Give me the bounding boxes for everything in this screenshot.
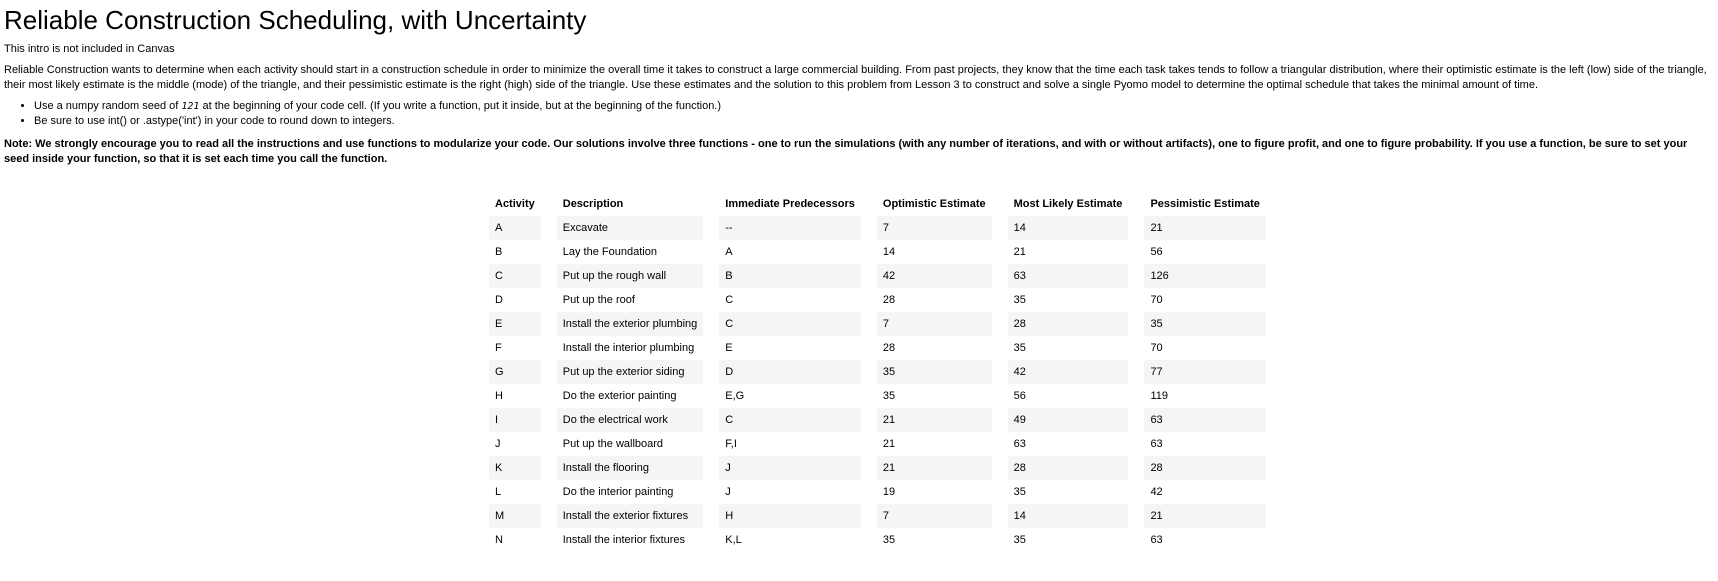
table-row bbox=[489, 240, 1266, 264]
column-gap bbox=[541, 528, 557, 552]
instruction-list bbox=[4, 99, 1718, 129]
column-gap bbox=[861, 480, 877, 504]
cell-most-likely: 35 bbox=[1013, 342, 1026, 354]
cell-predecessors: B bbox=[719, 264, 861, 288]
cell-activity: L bbox=[495, 486, 502, 498]
cell-pessimistic: 63 bbox=[1150, 534, 1163, 546]
cell-activity: I bbox=[489, 408, 541, 432]
column-gap bbox=[861, 216, 877, 240]
cell-activity: A bbox=[489, 216, 541, 240]
column-gap bbox=[703, 264, 719, 288]
cell-description: Excavate bbox=[557, 216, 704, 240]
cell-pessimistic: 63 bbox=[1150, 438, 1163, 450]
cell-description: Do the electrical work bbox=[557, 408, 704, 432]
column-gap bbox=[861, 384, 877, 408]
cell-pessimistic: 77 bbox=[1144, 360, 1265, 384]
cell-predecessors: F,I bbox=[725, 438, 737, 450]
column-gap bbox=[992, 528, 1008, 552]
column-gap bbox=[861, 504, 877, 528]
table-row bbox=[489, 432, 1266, 456]
column-gap bbox=[992, 432, 1008, 456]
column-gap bbox=[992, 480, 1008, 504]
cell-description: Put up the wallboard bbox=[562, 438, 664, 450]
column-gap bbox=[992, 384, 1008, 408]
cell-activity: K bbox=[489, 456, 541, 480]
column-gap bbox=[541, 312, 557, 336]
header-description: Description bbox=[562, 198, 624, 210]
column-gap bbox=[992, 456, 1008, 480]
column-gap bbox=[541, 408, 557, 432]
column-gap bbox=[861, 240, 877, 264]
column-gap bbox=[1128, 456, 1144, 480]
column-gap bbox=[992, 192, 1008, 216]
table-row bbox=[489, 288, 1266, 312]
column-gap bbox=[1128, 360, 1144, 384]
cell-predecessors: C bbox=[719, 312, 861, 336]
cell-description: Lay the Foundation bbox=[562, 246, 657, 258]
cell-optimistic: 7 bbox=[877, 504, 992, 528]
cell-activity: D bbox=[495, 294, 503, 306]
cell-activity: H bbox=[495, 390, 503, 402]
cell-activity: F bbox=[495, 342, 502, 354]
cell-most-likely: 63 bbox=[1008, 264, 1129, 288]
cell-most-likely: 35 bbox=[1013, 294, 1026, 306]
header-optimistic: Optimistic Estimate bbox=[882, 198, 986, 210]
cell-activity: N bbox=[495, 534, 503, 546]
cell-optimistic: 35 bbox=[877, 360, 992, 384]
cell-optimistic: 28 bbox=[882, 342, 896, 354]
column-gap bbox=[703, 216, 719, 240]
cell-most-likely: 63 bbox=[1013, 438, 1026, 450]
cell-description: Install the exterior plumbing bbox=[557, 312, 704, 336]
column-gap bbox=[1128, 312, 1144, 336]
cell-optimistic: 21 bbox=[877, 456, 992, 480]
column-gap bbox=[861, 528, 877, 552]
column-gap bbox=[861, 456, 877, 480]
column-gap bbox=[541, 264, 557, 288]
cell-activity: J bbox=[495, 438, 501, 450]
table-row bbox=[489, 264, 1266, 288]
column-gap bbox=[1128, 336, 1144, 360]
column-gap bbox=[703, 528, 719, 552]
cell-predecessors: J bbox=[725, 486, 731, 498]
cell-optimistic: 21 bbox=[882, 438, 896, 450]
column-gap bbox=[861, 360, 877, 384]
cell-description: Install the interior fixtures bbox=[562, 534, 686, 546]
table-row bbox=[489, 408, 1266, 432]
cell-optimistic: 7 bbox=[877, 312, 992, 336]
table-row bbox=[489, 528, 1266, 552]
column-gap bbox=[541, 216, 557, 240]
column-gap bbox=[992, 264, 1008, 288]
cell-description: Install the exterior fixtures bbox=[557, 504, 704, 528]
cell-predecessors: C bbox=[725, 294, 734, 306]
cell-most-likely: 14 bbox=[1008, 216, 1129, 240]
cell-pessimistic: 56 bbox=[1150, 246, 1163, 258]
cell-most-likely: 49 bbox=[1008, 408, 1129, 432]
column-gap bbox=[1128, 504, 1144, 528]
cell-pessimistic: 70 bbox=[1150, 294, 1163, 306]
column-gap bbox=[861, 432, 877, 456]
header-activity: Activity bbox=[495, 198, 535, 210]
column-gap bbox=[703, 480, 719, 504]
cell-pessimistic: 21 bbox=[1144, 504, 1265, 528]
column-gap bbox=[541, 480, 557, 504]
column-gap bbox=[861, 288, 877, 312]
column-gap bbox=[992, 312, 1008, 336]
cell-predecessors: -- bbox=[719, 216, 861, 240]
table-body bbox=[489, 216, 1266, 552]
seed-value: 121 bbox=[181, 101, 200, 112]
column-gap bbox=[541, 384, 557, 408]
column-gap bbox=[861, 408, 877, 432]
table-row bbox=[489, 384, 1266, 408]
column-gap bbox=[861, 312, 877, 336]
note-paragraph: Note: We strongly encourage you to read all the instructions and use functions to modularize your code. Our solutions involve three functions - one to run the simulations (with any number of iterations, and with or without artifacts), one to figure profit, and one to figure probability. If you use a function, be sure to set your seed inside your function, so that it is set each time you call the function. bbox=[4, 138, 1688, 165]
cell-predecessors: E bbox=[725, 342, 733, 354]
cell-most-likely: 35 bbox=[1013, 534, 1026, 546]
cell-optimistic: 42 bbox=[877, 264, 992, 288]
cell-activity: C bbox=[489, 264, 541, 288]
column-gap bbox=[1128, 528, 1144, 552]
column-gap bbox=[541, 432, 557, 456]
cell-description: Install the flooring bbox=[557, 456, 704, 480]
cell-pessimistic: 63 bbox=[1144, 408, 1265, 432]
column-gap bbox=[1128, 288, 1144, 312]
cell-description: Put up the roof bbox=[562, 294, 635, 306]
column-gap bbox=[1128, 480, 1144, 504]
cell-predecessors: H bbox=[719, 504, 861, 528]
column-gap bbox=[703, 360, 719, 384]
cell-predecessors: J bbox=[719, 456, 861, 480]
cell-most-likely: 21 bbox=[1013, 246, 1026, 258]
cell-description: Put up the rough wall bbox=[557, 264, 704, 288]
cell-most-likely: 35 bbox=[1013, 486, 1026, 498]
column-gap bbox=[1128, 264, 1144, 288]
seed-text-post: at the beginning of your code cell. (If you write a function, put it inside, but at the beginning of the function.) bbox=[199, 100, 722, 112]
cell-most-likely: 56 bbox=[1013, 390, 1026, 402]
cell-optimistic: 14 bbox=[882, 246, 896, 258]
table-row bbox=[489, 480, 1266, 504]
cell-description: Do the exterior painting bbox=[562, 390, 677, 402]
column-gap bbox=[992, 216, 1008, 240]
column-gap bbox=[703, 288, 719, 312]
cell-optimistic: 35 bbox=[882, 390, 896, 402]
column-gap bbox=[992, 336, 1008, 360]
column-gap bbox=[1128, 216, 1144, 240]
table-row bbox=[489, 360, 1266, 384]
cell-activity: E bbox=[489, 312, 541, 336]
table-row bbox=[489, 456, 1266, 480]
cell-predecessors: A bbox=[725, 246, 733, 258]
column-gap bbox=[703, 336, 719, 360]
cell-predecessors: E,G bbox=[725, 390, 745, 402]
column-gap bbox=[1128, 408, 1144, 432]
column-gap bbox=[541, 288, 557, 312]
table-header-row bbox=[489, 192, 1266, 216]
cell-description: Do the interior painting bbox=[562, 486, 674, 498]
column-gap bbox=[1128, 240, 1144, 264]
column-gap bbox=[703, 432, 719, 456]
column-gap bbox=[861, 336, 877, 360]
column-gap bbox=[541, 456, 557, 480]
seed-text-pre: Use a numpy random seed of bbox=[34, 100, 182, 112]
column-gap bbox=[541, 336, 557, 360]
activity-table bbox=[489, 192, 1266, 552]
cell-pessimistic: 42 bbox=[1150, 486, 1163, 498]
column-gap bbox=[861, 192, 877, 216]
column-gap bbox=[703, 408, 719, 432]
column-gap bbox=[1128, 432, 1144, 456]
cell-predecessors: C bbox=[719, 408, 861, 432]
column-gap bbox=[992, 408, 1008, 432]
column-gap bbox=[861, 264, 877, 288]
column-gap bbox=[992, 288, 1008, 312]
cell-activity: B bbox=[495, 246, 503, 258]
cell-optimistic: 7 bbox=[877, 216, 992, 240]
column-gap bbox=[541, 360, 557, 384]
table-row bbox=[489, 312, 1266, 336]
cell-description: Put up the exterior siding bbox=[557, 360, 704, 384]
cell-activity: G bbox=[489, 360, 541, 384]
intro-note: This intro is not included in Canvas bbox=[4, 43, 175, 55]
list-item-int: • Be sure to use int() or .astype('int') in your code to round down to integers. bbox=[34, 114, 1718, 129]
cell-pessimistic: 21 bbox=[1144, 216, 1265, 240]
column-gap bbox=[703, 192, 719, 216]
list-item-seed bbox=[34, 99, 1718, 114]
header-pessimistic: Pessimistic Estimate bbox=[1150, 198, 1260, 210]
column-gap bbox=[541, 504, 557, 528]
column-gap bbox=[703, 240, 719, 264]
column-gap bbox=[541, 240, 557, 264]
cell-optimistic: 19 bbox=[882, 486, 896, 498]
column-gap bbox=[1128, 384, 1144, 408]
cell-optimistic: 21 bbox=[877, 408, 992, 432]
cell-description: Install the interior plumbing bbox=[562, 342, 695, 354]
cell-pessimistic: 28 bbox=[1144, 456, 1265, 480]
cell-most-likely: 28 bbox=[1008, 312, 1129, 336]
column-gap bbox=[541, 192, 557, 216]
cell-most-likely: 14 bbox=[1008, 504, 1129, 528]
column-gap bbox=[992, 504, 1008, 528]
column-gap bbox=[1128, 192, 1144, 216]
header-predecessors: Immediate Predecessors bbox=[725, 198, 855, 210]
description-paragraph: Reliable Construction wants to determine when each activity should start in a construction schedule in order to minimize the overall time it takes to construct a large commercial building. From past projects, they know that the time each task takes tends to follow a triangular distribution, where their optimistic estimate is the left (low) side of the triangle, their most likely estimate is the middle (mode) of the triangle, and their pessimistic estimate is the right (high) side of the triangle. Use these estimates and the solution to this problem from Lesson 3 to construct and solve a single Pyomo model to determine the optimal schedule that takes the minimal amount of time. bbox=[4, 64, 1707, 91]
cell-pessimistic: 126 bbox=[1144, 264, 1265, 288]
column-gap bbox=[992, 360, 1008, 384]
table-row bbox=[489, 336, 1266, 360]
table-row bbox=[489, 216, 1266, 240]
cell-activity: M bbox=[489, 504, 541, 528]
cell-most-likely: 42 bbox=[1008, 360, 1129, 384]
header-most-likely: Most Likely Estimate bbox=[1013, 198, 1123, 210]
cell-pessimistic: 35 bbox=[1144, 312, 1265, 336]
cell-optimistic: 35 bbox=[882, 534, 896, 546]
page-title: Reliable Construction Scheduling, with Uncertainty bbox=[4, 5, 587, 35]
cell-predecessors: K,L bbox=[725, 534, 742, 546]
column-gap bbox=[992, 240, 1008, 264]
cell-predecessors: D bbox=[719, 360, 861, 384]
column-gap bbox=[703, 504, 719, 528]
cell-pessimistic: 70 bbox=[1150, 342, 1163, 354]
column-gap bbox=[703, 384, 719, 408]
table-row bbox=[489, 504, 1266, 528]
cell-pessimistic: 119 bbox=[1150, 390, 1168, 402]
cell-optimistic: 28 bbox=[882, 294, 896, 306]
column-gap bbox=[703, 312, 719, 336]
cell-most-likely: 28 bbox=[1008, 456, 1129, 480]
column-gap bbox=[703, 456, 719, 480]
